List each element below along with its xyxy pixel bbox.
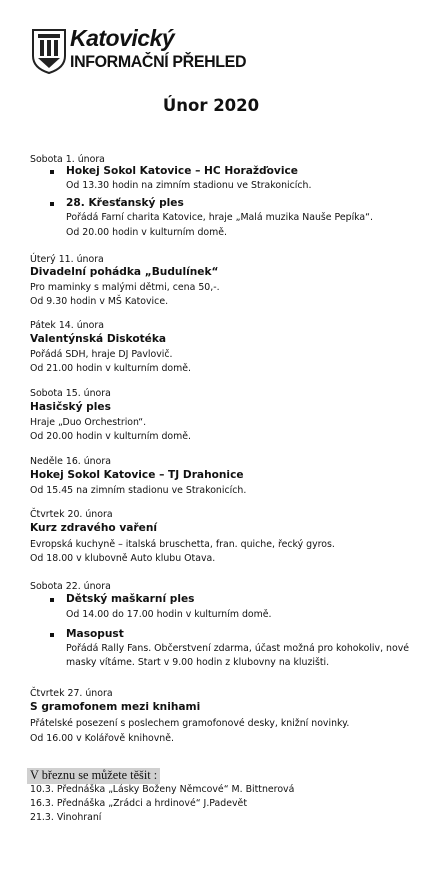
event-date: Sobota 22. února — [30, 581, 111, 592]
event-detail: Pořádá Rally Fans. Občerstvení zdarma, účast možná pro kohokoliv, nové — [66, 643, 410, 654]
event-title: Hokej Sokol Katovice – HC Horažďovice — [66, 165, 298, 177]
event-title: Hokej Sokol Katovice – TJ Drahonice — [30, 469, 244, 481]
event-detail: Pořádá Farní charita Katovice, hraje „Malá muzika Nauše Pepíka“. — [66, 212, 374, 223]
event-title: S gramofonem mezi knihami — [30, 701, 201, 713]
event-title: Hasičský ples — [30, 401, 111, 413]
event-detail: Evropská kuchyně – italská bruschetta, fran. quiche, řecký gyros. — [30, 539, 335, 550]
upcoming-heading: V březnu se můžete těšit : — [27, 768, 160, 784]
event-detail: Od 13.30 hodin na zimním stadionu ve Strakonicích. — [66, 180, 312, 191]
event-title: Divadelní pohádka „Budulínek“ — [30, 266, 219, 278]
event-date: Čtvrtek 20. února — [30, 509, 113, 520]
event-detail: Od 9.30 hodin v MŠ Katovice. — [30, 296, 169, 307]
event-detail: Od 20.00 hodin v kulturním domě. — [66, 227, 228, 238]
event-title: Dětský maškarní ples — [66, 593, 195, 605]
event-detail: Hraje „Duo Orchestrion“. — [30, 417, 147, 428]
event-title: Valentýnská Diskotéka — [30, 333, 167, 345]
event-title: Masopust — [66, 628, 124, 640]
event-date: Úterý 11. února — [30, 254, 104, 265]
town-crest-logo — [30, 26, 68, 74]
event-detail: Přátelské posezení s poslechem gramofonové desky, knižní novinky. — [30, 718, 350, 729]
brand-name: Katovický — [70, 25, 175, 51]
page-title: Únor 2020 — [162, 96, 260, 115]
upcoming-item: 10.3. Přednáška „Lásky Boženy Němcové“ M. Bittnerová — [30, 784, 295, 795]
bullet-icon — [50, 202, 54, 206]
event-detail: Od 14.00 do 17.00 hodin v kulturním domě. — [66, 609, 272, 620]
event-title: 28. Křesťanský ples — [66, 197, 184, 209]
event-detail: Od 15.45 na zimním stadionu ve Strakonicích. — [30, 485, 247, 496]
event-detail: Od 21.00 hodin v kulturním domě. — [30, 363, 192, 374]
event-detail: Od 16.00 v Kolářově knihovně. — [30, 733, 174, 744]
event-detail: Pořádá SDH, hraje DJ Pavlovič. — [30, 349, 173, 360]
event-detail: Od 20.00 hodin v kulturním domě. — [30, 431, 192, 442]
bullet-icon — [50, 633, 54, 637]
event-title: Kurz zdravého vaření — [30, 522, 158, 534]
bullet-icon — [50, 598, 54, 602]
upcoming-item: 21.3. Vinohraní — [30, 812, 102, 823]
event-date: Čtvrtek 27. února — [30, 688, 113, 699]
event-detail: masky vítáme. Start v 9.00 hodin z klubovny na kluzišti. — [66, 657, 330, 668]
event-date: Pátek 14. února — [30, 320, 104, 331]
event-date: Sobota 15. února — [30, 388, 111, 399]
event-date: Neděle 16. února — [30, 456, 111, 467]
bullet-icon — [50, 170, 54, 174]
event-detail: Od 18.00 v klubovně Auto klubu Otava. — [30, 553, 216, 564]
event-date: Sobota 1. února — [30, 154, 105, 165]
brand-subtitle: INFORMAČNÍ PŘEHLED — [70, 52, 247, 71]
upcoming-item: 16.3. Přednáška „Zrádci a hrdinové“ J.Padevět — [30, 798, 247, 809]
event-detail: Pro maminky s malými dětmi, cena 50,-. — [30, 282, 220, 293]
